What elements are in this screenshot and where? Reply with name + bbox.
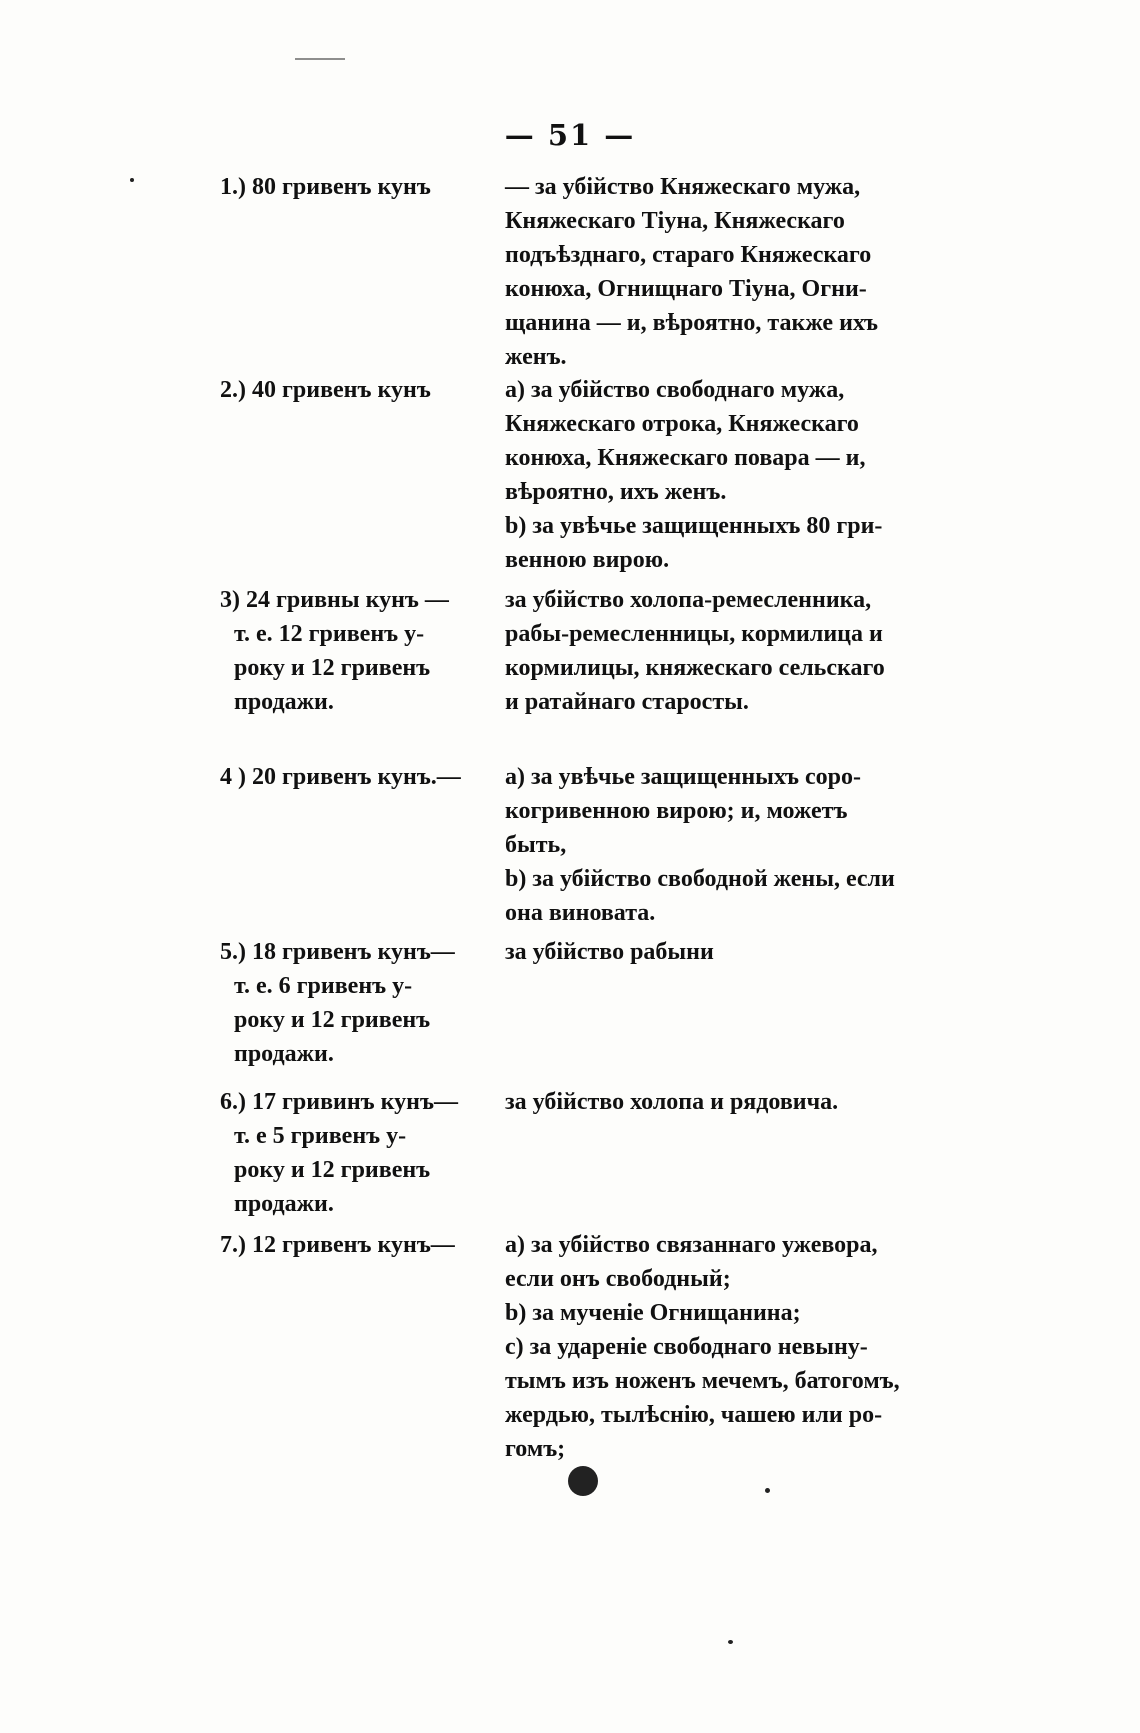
entry-text-line: — за убійство Княжескаго мужа, xyxy=(505,174,861,200)
entry-sub-line: т. е. 6 гривенъ у- xyxy=(234,973,413,999)
entry-text-line: если онъ свободный; xyxy=(505,1266,731,1292)
ink-speck xyxy=(728,1640,733,1644)
entry-head: 1.) 80 гривенъ кунъ xyxy=(220,174,431,200)
entry-text-line: конюха, Княжескаго повара — и, xyxy=(505,445,866,471)
entry-head: 4 ) 20 гривенъ кунъ.— xyxy=(220,764,461,790)
ink-blot xyxy=(568,1466,598,1496)
entry-sub-line: продажи. xyxy=(234,1041,334,1067)
entry-text-line: щанина — и, вѣроятно, также ихъ xyxy=(505,310,878,336)
entry-text-line: b) за убійство свободной жены, если xyxy=(505,866,895,892)
entry-text-line: конюха, Огнищнаго Тіуна, Огни- xyxy=(505,276,867,302)
entry-text-line: кормилицы, княжескаго сельскаго xyxy=(505,655,885,681)
page-number: — 51 — xyxy=(504,118,636,152)
entry-sub-line: року и 12 гривенъ xyxy=(234,1007,431,1033)
entry-text-line: женъ. xyxy=(505,344,567,370)
entry-text-line: вѣроятно, ихъ женъ. xyxy=(505,479,727,505)
entry-sub-line: року и 12 гривенъ xyxy=(234,655,431,681)
entry-sub-line: т. е. 12 гривенъ у- xyxy=(234,621,425,647)
ink-speck xyxy=(130,178,134,182)
entry-text-line: за убійство рабыни xyxy=(505,939,714,965)
entry-text-line: b) за увѣчье защищенныхъ 80 гри- xyxy=(505,513,883,539)
entry-text-line: b) за мученіе Огнищанина; xyxy=(505,1300,801,1326)
entry-head: 6.) 17 гривинъ кунъ— xyxy=(220,1089,458,1115)
entry-text-line: быть, xyxy=(505,832,567,858)
entry-text-line: рабы-ремесленницы, кормилица и xyxy=(505,621,883,647)
entry-sub-line: року и 12 гривенъ xyxy=(234,1157,431,1183)
entry-text-line: а) за увѣчье защищенныхъ соро- xyxy=(505,764,861,790)
entry-text-line: за убійство холопа-ремесленника, xyxy=(505,587,872,613)
entry-sub-line: продажи. xyxy=(234,1191,334,1217)
entry-text-line: подъѣзднаго, стараго Княжескаго xyxy=(505,242,872,268)
entry-text-line: Княжескаго Тіуна, Княжескаго xyxy=(505,208,845,234)
entry-head: 3) 24 гривны кунъ — xyxy=(220,587,449,613)
entry-text-line: жердью, тылѣснію, чашею или ро- xyxy=(505,1402,883,1428)
entry-text-line: когривенною вирою; и, можетъ xyxy=(505,798,848,824)
ink-speck xyxy=(765,1488,770,1493)
entry-text-line: c) за удареніе свободнаго невыну- xyxy=(505,1334,868,1360)
entry-text-line: за убійство холопа и рядовича. xyxy=(505,1089,839,1115)
entry-head: 7.) 12 гривенъ кунъ— xyxy=(220,1232,455,1258)
entry-text-line: а) за убійство связаннаго ужевора, xyxy=(505,1232,878,1258)
entry-text-line: венною вирою. xyxy=(505,547,670,573)
entry-text-line: Княжескаго отрока, Княжескаго xyxy=(505,411,859,437)
entry-text-line: тымъ изъ ноженъ мечемъ, батогомъ, xyxy=(505,1368,900,1394)
entry-text-line: гомъ; xyxy=(505,1436,566,1462)
entry-text-line: а) за убійство свободнаго мужа, xyxy=(505,377,845,403)
entry-text-line: и ратайнаго старосты. xyxy=(505,689,749,715)
top-mark xyxy=(295,58,345,60)
entry-sub-line: т. е 5 гривенъ у- xyxy=(234,1123,407,1149)
entry-head: 5.) 18 гривенъ кунъ— xyxy=(220,939,455,965)
entry-head: 2.) 40 гривенъ кунъ xyxy=(220,377,431,403)
entry-sub-line: продажи. xyxy=(234,689,334,715)
entry-text-line: она виновата. xyxy=(505,900,656,926)
